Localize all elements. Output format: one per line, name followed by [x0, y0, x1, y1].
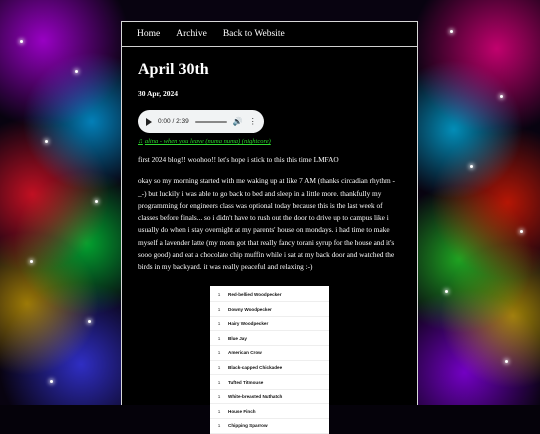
bird-count: 1 — [217, 291, 221, 297]
bird-count: 1 — [217, 350, 221, 356]
star-sparkle — [20, 40, 23, 43]
star-sparkle — [75, 70, 78, 73]
nav-archive-link[interactable]: Archive — [176, 29, 207, 39]
bird-row — [210, 419, 329, 434]
bird-count: 1 — [217, 321, 221, 327]
post-paragraph-morning: okay so my morning started with me waking up at like 7 AM (thanks circadian rhythm -_-) but luckily i was able to go back to bed and sleep in a little more. thankfully my programming for engineers class was optional today because this is the last week of classes before finals... so i didn't have to rush out the door to drive up to campus like i usually do when i stay overnight at my parents' house on mondays. i had time to make myself a lavender latte (my mom got that really fancy torani syrup for the house and it's sooo good) and eat a chocolate chip muffin while i sat at my back door and watched the birds in my backyard. it was really peaceful and relaxing :-) — [138, 176, 395, 272]
bird-species: Chipping Sparrow — [228, 423, 268, 429]
star-sparkle — [445, 290, 448, 293]
nav-back-to-website-link[interactable]: Back to Website — [222, 29, 285, 39]
star-sparkle — [450, 30, 453, 33]
star-sparkle — [88, 320, 91, 323]
star-sparkle — [520, 230, 523, 233]
audio-time: 0:00 / 2:39 — [158, 118, 189, 125]
top-nav — [122, 22, 417, 47]
post-paragraph-intro: first 2024 blog!! woohoo!! let's hope i stick to this this time LMFAO — [138, 155, 339, 164]
bird-row — [210, 361, 329, 376]
more-options-icon[interactable]: ⋮ — [248, 117, 257, 126]
music-note-icon: ♫ — [138, 138, 143, 145]
bird-count: 1 — [217, 379, 221, 385]
bird-species: House Finch — [228, 408, 256, 414]
bird-species: Red-bellied Woodpecker — [228, 291, 282, 297]
bird-row — [210, 390, 329, 405]
star-sparkle — [30, 260, 33, 263]
bird-row — [210, 331, 329, 346]
post-date: 30 Apr, 2024 — [138, 89, 178, 98]
bird-species: White-breasted Nuthatch — [228, 394, 283, 400]
bird-row — [210, 346, 329, 361]
play-icon[interactable] — [146, 118, 152, 126]
bird-species: Blue Jay — [228, 335, 247, 341]
star-sparkle — [470, 165, 473, 168]
volume-icon[interactable]: 🔊 — [232, 117, 243, 126]
star-sparkle — [50, 380, 53, 383]
song-link-text[interactable]: alina - when you leave (numa numa) (nightcore) — [144, 138, 271, 145]
star-sparkle — [505, 360, 508, 363]
bird-species: Tufted Titmouse — [228, 379, 264, 385]
bird-species: Downy Woodpecker — [228, 306, 272, 312]
blog-panel — [121, 21, 418, 429]
bird-row — [210, 288, 329, 303]
star-sparkle — [45, 140, 48, 143]
bird-row — [210, 375, 329, 390]
bird-species: American Crow — [228, 350, 262, 356]
bird-species: Hairy Woodpecker — [228, 321, 269, 327]
bird-list-image — [210, 286, 329, 434]
bird-row — [210, 317, 329, 332]
post-title: April 30th — [138, 61, 209, 78]
bird-count: 1 — [217, 306, 221, 312]
audio-player[interactable] — [138, 110, 264, 133]
bird-row — [210, 404, 329, 419]
audio-progress-track[interactable] — [195, 120, 227, 124]
bird-count: 1 — [217, 335, 221, 341]
post-content — [122, 47, 417, 434]
star-sparkle — [95, 200, 98, 203]
star-sparkle — [500, 95, 503, 98]
song-link[interactable] — [138, 138, 401, 145]
bird-count: 1 — [217, 364, 221, 370]
nav-home-link[interactable]: Home — [137, 29, 161, 39]
bird-species: Black-capped Chickadee — [228, 364, 283, 370]
bird-count: 1 — [217, 394, 221, 400]
bird-row — [210, 302, 329, 317]
bird-count: 1 — [217, 423, 221, 429]
bird-count: 1 — [217, 408, 221, 414]
